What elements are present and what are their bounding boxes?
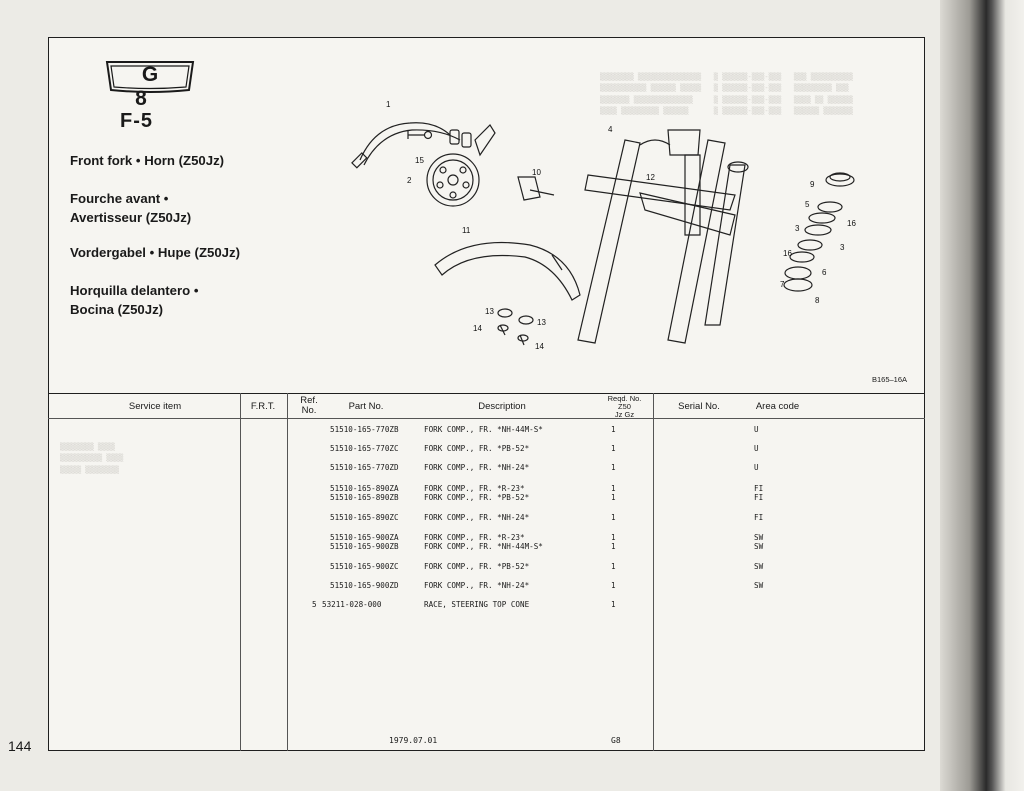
callout: 3 — [795, 224, 800, 233]
title-german — [70, 243, 240, 262]
header-line: No. — [301, 405, 317, 416]
callout: 8 — [815, 296, 820, 305]
callout: 13 — [537, 318, 546, 327]
bleed-through-text: ▒▒▒▒▒▒▒▒ ▒▒▒▒▒▒▒▒▒▒▒▒▒▒▒ ▒ ▒▒▒▒▒▒-▒▒▒-▒▒▒ ▒▒▒ ▒▒▒▒▒▒▒▒▒▒ ▒▒▒▒▒▒▒▒▒▒▒ ▒▒▒▒▒▒ ▒▒▒▒▒ ▒ ▒▒▒▒▒▒-▒▒▒-▒▒▒ ▒▒▒▒▒▒▒▒▒ ▒▒▒ ▒▒▒▒▒▒▒ ▒▒▒▒▒▒▒▒▒▒▒▒▒▒ ▒ ▒▒▒▒▒▒-▒▒▒-▒▒▒ ▒▒▒▒ ▒▒ ▒▒▒▒▒▒ ▒▒▒▒ ▒▒▒▒▒▒▒▒▒ ▒▒▒▒▒▒ ▒ ▒▒▒▒▒▒-▒▒▒-▒▒▒ ▒▒▒▒▒▒ ▒▒▒▒▒▒▒ — [600, 72, 853, 115]
quantity-cell: 1 — [611, 425, 616, 434]
part-no-cell: 51510-165-890ZA — [330, 484, 399, 493]
callout: 14 — [535, 342, 544, 351]
callout: 6 — [822, 268, 827, 277]
header-line: Reqd. No. — [607, 394, 642, 403]
figure-code: B165–16A — [872, 375, 908, 384]
callout: 7 — [780, 280, 785, 289]
area-code-cell: SW — [754, 542, 764, 551]
header-line: Z50 — [618, 402, 631, 411]
part-no-cell: 51510-165-890ZC — [330, 513, 399, 522]
header-serial-no: Serial No. — [678, 401, 720, 412]
area-code-cell: FI — [754, 484, 764, 493]
area-code-cell: SW — [754, 562, 764, 571]
area-code-cell: U — [754, 444, 759, 453]
title-spanish — [70, 281, 198, 319]
description-cell: FORK COMP., FR. *PB-52* — [424, 444, 530, 453]
column-rule — [287, 393, 288, 751]
description-cell: FORK COMP., FR. *PB-52* — [424, 493, 530, 502]
description-cell: FORK COMP., FR. *NH-44M-S* — [424, 542, 543, 551]
quantity-cell: 1 — [611, 581, 616, 590]
description-cell: FORK COMP., FR. *R-23* — [424, 484, 525, 493]
callout: 1 — [386, 100, 391, 109]
callout: 5 — [805, 200, 810, 209]
header-description: Description — [478, 401, 526, 412]
callout: 12 — [646, 173, 655, 182]
area-code-cell: U — [754, 463, 759, 472]
part-no-cell: 51510-165-770ZB — [330, 425, 399, 434]
quantity-cell: 1 — [611, 484, 616, 493]
ref-no-cell: 5 — [312, 600, 317, 609]
header-required-quantity — [597, 395, 652, 419]
area-code-cell: FI — [754, 513, 764, 522]
title-line: Bocina (Z50Jz) — [70, 302, 164, 317]
part-no-cell: 51510-165-900ZB — [330, 542, 399, 551]
section-divider — [48, 393, 925, 394]
exploded-parts-diagram — [340, 85, 900, 390]
callout: 11 — [462, 226, 471, 235]
title-french — [70, 189, 191, 227]
callout: 14 — [473, 324, 482, 333]
quantity-cell: 1 — [611, 542, 616, 551]
part-no-cell: 51510-165-900ZC — [330, 562, 399, 571]
footer-group-code: G8 — [611, 736, 621, 745]
title-line: Front fork • Horn (Z50Jz) — [70, 153, 225, 168]
quantity-cell: 1 — [611, 493, 616, 502]
column-rule — [240, 393, 241, 751]
title-line: Horquilla delantero • — [70, 283, 199, 298]
callout: 2 — [407, 176, 412, 185]
book-binding-shadow — [940, 0, 1024, 791]
group-badge-label: G 8 — [135, 63, 177, 110]
callout: 10 — [532, 168, 541, 177]
callout: 13 — [485, 307, 494, 316]
fork-leg-right — [668, 140, 725, 343]
fork-leg-left — [578, 140, 640, 343]
header-line: Jz Gz — [614, 410, 635, 419]
title-line: Fourche avant • — [70, 191, 169, 206]
header-service-item: Service item — [128, 401, 182, 412]
table-header-rule — [48, 418, 925, 419]
part-no-cell: 51510-165-900ZD — [330, 581, 399, 590]
description-cell: FORK COMP., FR. *R-23* — [424, 533, 525, 542]
front-fender — [435, 243, 580, 301]
part-no-cell: 51510-165-770ZD — [330, 463, 399, 472]
header-area-code: Area code — [755, 401, 800, 412]
bleed-through-text: ▒▒▒▒▒▒▒▒ ▒▒▒▒ ▒▒▒▒▒▒▒▒▒▒ ▒▒▒▒ ▒▒▒▒▒ ▒▒▒▒▒▒▒▒ — [60, 442, 124, 474]
section-code: F-5 — [120, 110, 153, 132]
part-no-cell: 53211-028-000 — [322, 600, 382, 609]
callout: 16 — [847, 219, 856, 228]
callout: 16 — [783, 249, 792, 258]
quantity-cell: 1 — [611, 444, 616, 453]
description-cell: FORK COMP., FR. *NH-24* — [424, 513, 530, 522]
header-ref-no — [294, 396, 324, 416]
area-code-cell: SW — [754, 533, 764, 542]
area-code-cell: FI — [754, 493, 764, 502]
callout: 15 — [415, 156, 424, 165]
header-part-no: Part No. — [348, 401, 384, 412]
callout: 4 — [608, 125, 613, 134]
quantity-cell: 1 — [611, 533, 616, 542]
description-cell: FORK COMP., FR. *NH-24* — [424, 463, 530, 472]
area-code-cell: U — [754, 425, 759, 434]
description-cell: RACE, STEERING TOP CONE — [424, 600, 530, 609]
footer-date: 1979.07.01 — [389, 736, 438, 745]
callout: 9 — [810, 180, 815, 189]
horn-wire — [360, 123, 450, 160]
part-no-cell: 51510-165-890ZB — [330, 493, 399, 502]
title-line: Avertisseur (Z50Jz) — [70, 210, 192, 225]
title-line: Vordergabel • Hupe (Z50Jz) — [70, 245, 240, 260]
area-code-cell: SW — [754, 581, 764, 590]
quantity-cell: 1 — [611, 513, 616, 522]
column-rule — [653, 393, 654, 751]
header-line: Ref. — [300, 395, 318, 406]
title-english — [70, 151, 224, 170]
description-cell: FORK COMP., FR. *NH-44M-S* — [424, 425, 543, 434]
quantity-cell: 1 — [611, 600, 616, 609]
part-no-cell: 51510-165-900ZA — [330, 533, 399, 542]
part-no-cell: 51510-165-770ZC — [330, 444, 399, 453]
description-cell: FORK COMP., FR. *NH-24* — [424, 581, 530, 590]
callout: 3 — [840, 243, 845, 252]
header-frt: F.R.T. — [250, 401, 276, 412]
description-cell: FORK COMP., FR. *PB-52* — [424, 562, 530, 571]
quantity-cell: 1 — [611, 562, 616, 571]
page-number: 144 — [8, 738, 32, 754]
quantity-cell: 1 — [611, 463, 616, 472]
